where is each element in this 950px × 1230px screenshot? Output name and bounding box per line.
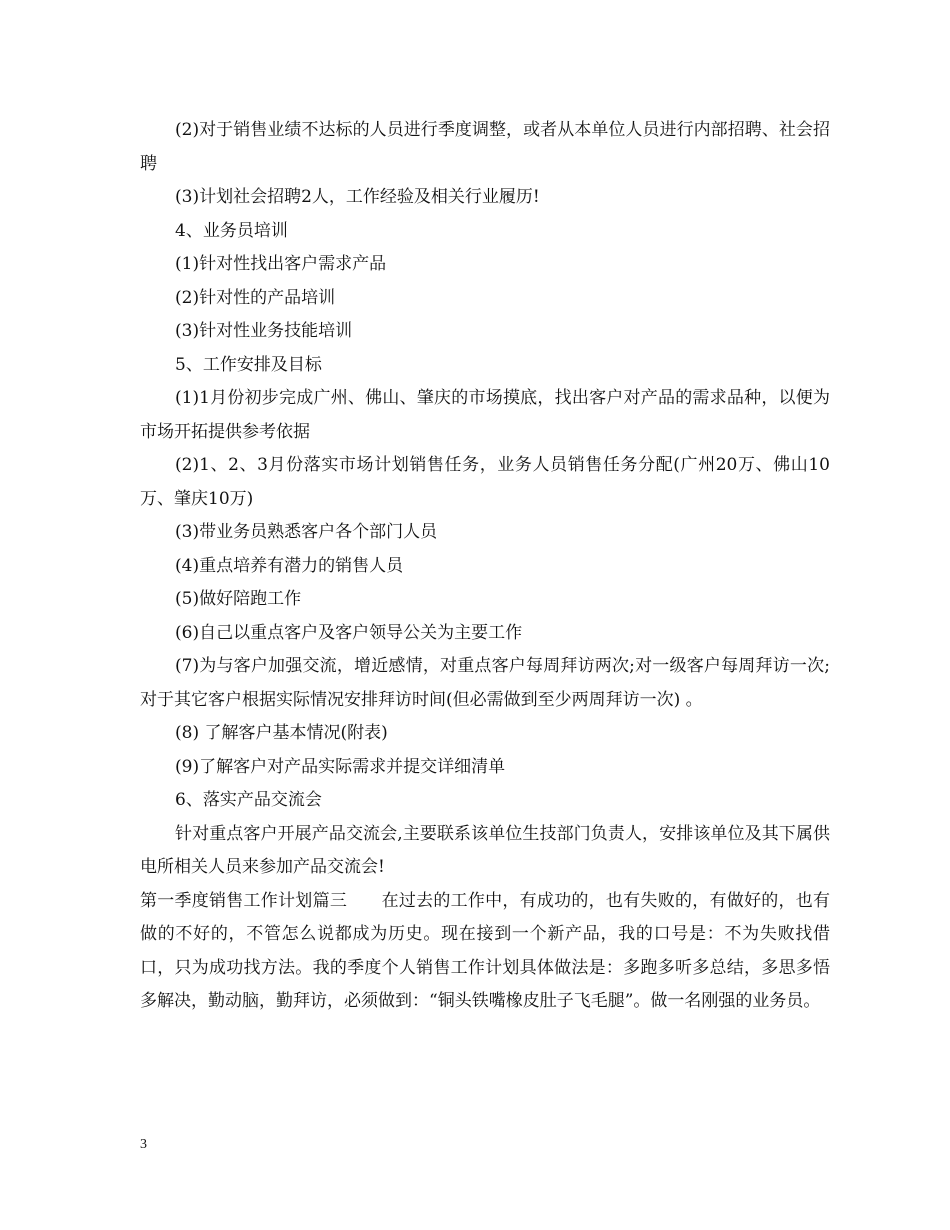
list-item-work-3: (3)带业务员熟悉客户各个部门人员	[175, 522, 438, 542]
paragraph-product-exchange: 针对重点客户开展产品交流会,主要联系该单位生技部门负责人，安排该单位及其下属供电所相关人员来参加产品交流会!	[140, 823, 830, 877]
list-item-work-1: (1)1月份初步完成广州、佛山、肇庆的市场摸底，找出客户对产品的需求品种，以便为市场开拓提供参考依据	[140, 388, 830, 442]
paragraph-plan-part-three: 第一季度销售工作计划篇三 在过去的工作中，有成功的，也有失败的，有做好的，也有做的不好的，不管怎么说都成为历史。现在接到一个新产品，我的口号是：不为失败找借口，只为成功找方法。我的季度个人销售工作计划具体做法是：多跑多听多总结，多思多悟多解决，勤动脑，勤拜访，必须做到：“铜头铁嘴橡皮肚子飞毛腿”。做一名刚强的业务员。	[140, 890, 830, 1011]
list-item-work-9: (9)了解客户对产品实际需求并提交详细清单	[175, 756, 506, 777]
list-item-work-6: (6)自己以重点客户及客户领导公关为主要工作	[175, 622, 523, 643]
list-item-work-4: (4)重点培养有潜力的销售人员	[175, 555, 404, 576]
page-number: 3	[140, 1137, 147, 1152]
list-item-training-1: (1)针对性找出客户需求产品	[175, 254, 387, 274]
paragraph-social-recruitment: (3)计划社会招聘2人，工作经验及相关行业履历!	[175, 187, 540, 207]
list-item-work-2: (2)1、2、3月份落实市场计划销售任务，业务人员销售任务分配(广州20万、佛山10万、肇庆10万)	[140, 455, 830, 509]
list-item-work-8: (8) 了解客户基本情况(附表)	[175, 723, 388, 743]
list-item-training-2: (2)针对性的产品培训	[175, 287, 336, 308]
document-body	[140, 114, 830, 1019]
heading-work-arrangement: 5、工作安排及目标	[175, 354, 322, 375]
list-item-training-3: (3)针对性业务技能培训	[175, 321, 353, 341]
list-item-work-7: (7)为与客户加强交流，增近感情，对重点客户每周拜访两次;对一级客户每周拜访一次;对于其它客户根据实际情况安排拜访时间(但必需做到至少两周拜访一次) 。	[140, 656, 830, 710]
paragraph-recruitment-adjustment: (2)对于销售业绩不达标的人员进行季度调整，或者从本单位人员进行内部招聘、社会招聘	[140, 120, 830, 174]
heading-salesperson-training: 4、业务员培训	[175, 220, 288, 241]
list-item-work-5: (5)做好陪跑工作	[175, 589, 302, 609]
heading-product-exchange: 6、落实产品交流会	[175, 790, 322, 810]
